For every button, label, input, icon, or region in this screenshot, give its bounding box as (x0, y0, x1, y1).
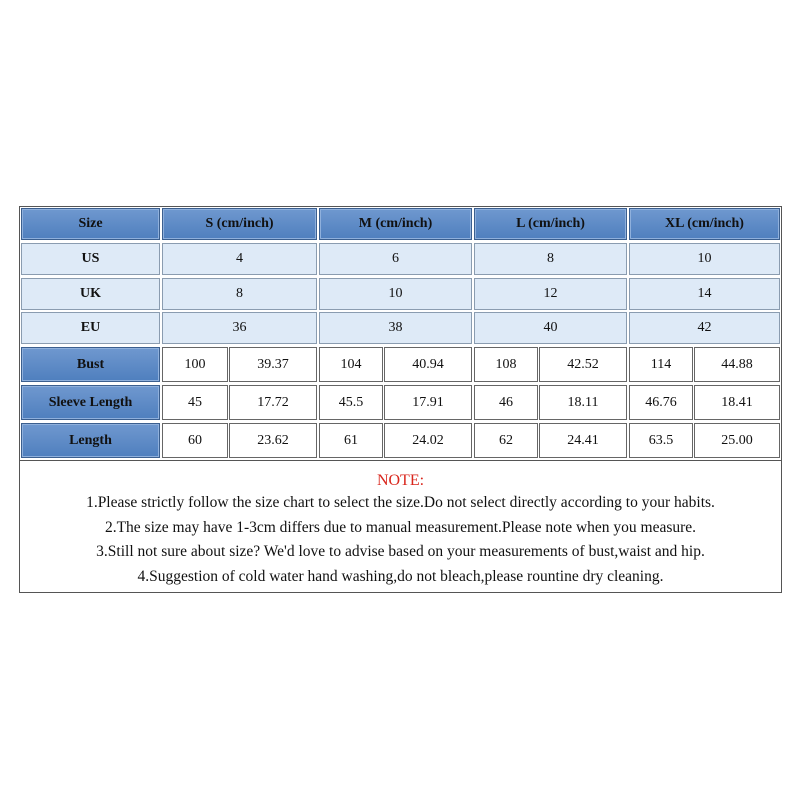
length-s-cm: 60 (162, 423, 228, 458)
bust-m-inch: 40.94 (384, 347, 472, 382)
uk-s: 8 (162, 278, 317, 310)
us-xl: 10 (629, 243, 780, 275)
uk-xl: 14 (629, 278, 780, 310)
row-label-us: US (21, 243, 160, 275)
us-s: 4 (162, 243, 317, 275)
note-title: NOTE: (376, 472, 425, 489)
sleeve-s-inch: 17.72 (229, 385, 317, 420)
eu-l: 40 (474, 312, 627, 344)
notes-section (20, 460, 781, 593)
row-label-bust: Bust (21, 347, 160, 382)
row-label-length: Length (21, 423, 160, 458)
sleeve-l-inch: 18.11 (539, 385, 627, 420)
eu-s: 36 (162, 312, 317, 344)
bust-xl-cm: 114 (629, 347, 693, 382)
row-label-eu: EU (21, 312, 160, 344)
bust-xl-inch: 44.88 (694, 347, 780, 382)
sleeve-s-cm: 45 (162, 385, 228, 420)
length-l-inch: 24.41 (539, 423, 627, 458)
eu-xl: 42 (629, 312, 780, 344)
bust-s-cm: 100 (162, 347, 228, 382)
header-m: M (cm/inch) (319, 208, 472, 240)
bust-l-cm: 108 (474, 347, 538, 382)
bust-s-inch: 39.37 (229, 347, 317, 382)
note-line-4: 4.Suggestion of cold water hand washing,do not bleach,please rountine dry cleaning. (137, 567, 664, 585)
header-xl: XL (cm/inch) (629, 208, 780, 240)
note-line-3: 3.Still not sure about size? We'd love to advise based on your measurements of bust,waist and hip. (96, 543, 705, 560)
length-l-cm: 62 (474, 423, 538, 458)
length-m-inch: 24.02 (384, 423, 472, 458)
header-s: S (cm/inch) (162, 208, 317, 240)
eu-m: 38 (319, 312, 472, 344)
sleeve-m-inch: 17.91 (384, 385, 472, 420)
sleeve-xl-inch: 18.41 (694, 385, 780, 420)
length-m-cm: 61 (319, 423, 383, 458)
uk-m: 10 (319, 278, 472, 310)
us-l: 8 (474, 243, 627, 275)
length-s-inch: 23.62 (229, 423, 317, 458)
sleeve-xl-cm: 46.76 (629, 385, 693, 420)
uk-l: 12 (474, 278, 627, 310)
note-line-1: 1.Please strictly follow the size chart to select the size.Do not select directly according to your habits. (86, 494, 715, 511)
header-l: L (cm/inch) (474, 208, 627, 240)
length-xl-inch: 25.00 (694, 423, 780, 458)
row-label-sleeve-length: Sleeve Length (21, 385, 160, 420)
size-chart (19, 206, 782, 593)
header-size: Size (21, 208, 160, 240)
bust-l-inch: 42.52 (539, 347, 627, 382)
row-label-uk: UK (21, 278, 160, 310)
us-m: 6 (319, 243, 472, 275)
sleeve-l-cm: 46 (474, 385, 538, 420)
bust-m-cm: 104 (319, 347, 383, 382)
sleeve-m-cm: 45.5 (319, 385, 383, 420)
note-line-2: 2.The size may have 1-3cm differs due to manual measurement.Please note when you measure. (104, 518, 697, 536)
length-xl-cm: 63.5 (629, 423, 693, 458)
